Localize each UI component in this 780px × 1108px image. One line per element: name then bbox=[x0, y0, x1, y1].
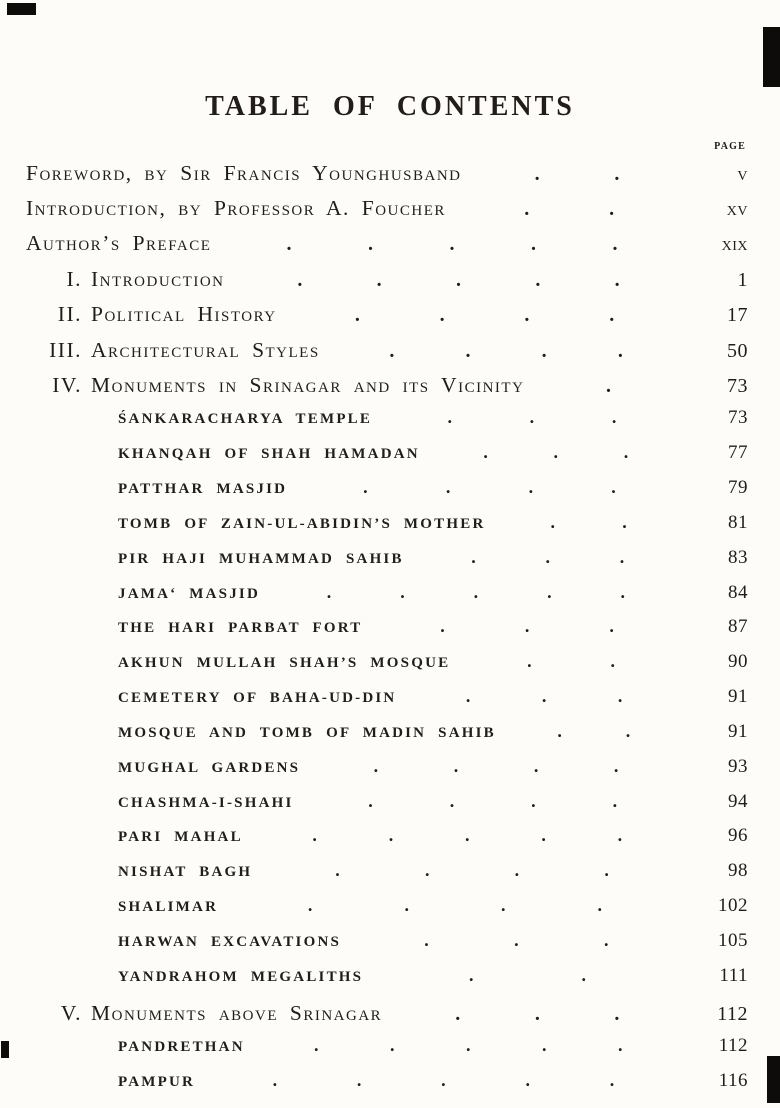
entry-label: PATTHAR MASJID bbox=[118, 481, 288, 498]
page-number: 102 bbox=[718, 895, 748, 917]
page-number: 73 bbox=[728, 407, 748, 429]
toc-row bbox=[26, 266, 748, 292]
toc-row bbox=[26, 512, 748, 534]
leader-dots bbox=[450, 652, 694, 670]
entry-label: Monuments in Srinagar and its Vicinity bbox=[91, 372, 525, 397]
leader-dot: . bbox=[524, 617, 532, 636]
entry-label: SHALIMAR bbox=[118, 899, 219, 916]
leader-dot: . bbox=[530, 234, 538, 255]
leader-dot: . bbox=[553, 443, 561, 462]
page-number: 87 bbox=[728, 616, 748, 638]
toc-row bbox=[26, 477, 748, 499]
leader-dot: . bbox=[473, 582, 481, 601]
leader-dot: . bbox=[400, 582, 407, 601]
toc-row bbox=[26, 895, 748, 917]
page-number: 93 bbox=[728, 755, 748, 777]
toc-row bbox=[26, 547, 748, 569]
leader-dot: . bbox=[514, 930, 521, 949]
leader-dot: . bbox=[619, 547, 627, 566]
entry-label: CEMETERY OF BAHA-UD-DIN bbox=[118, 690, 397, 707]
leader-dot: . bbox=[465, 687, 473, 706]
leader-dot: . bbox=[620, 582, 628, 601]
scan-artifact-bottom-right bbox=[767, 1056, 780, 1103]
leader-dot: . bbox=[612, 791, 620, 810]
leader-dot: . bbox=[453, 756, 461, 775]
entry-label: PARI MAHAL bbox=[118, 829, 243, 846]
scan-artifact-top-right bbox=[763, 27, 780, 87]
leader-dot: . bbox=[424, 930, 431, 949]
chapter-numeral: V. bbox=[60, 1000, 82, 1025]
page-number: xix bbox=[721, 233, 748, 256]
leader-dots bbox=[277, 305, 694, 325]
toc-row bbox=[26, 372, 748, 398]
chapter-numeral: IV. bbox=[52, 372, 82, 397]
entry-label: MOSQUE AND TOMB OF MADIN SAHIB bbox=[118, 724, 496, 741]
leader-dot: . bbox=[535, 269, 542, 290]
page-number: 112 bbox=[717, 1002, 748, 1025]
leader-dot: . bbox=[604, 861, 612, 880]
toc-row bbox=[26, 230, 748, 256]
entry-label: Foreword, by Sir Francis Younghusband bbox=[26, 160, 462, 185]
leader-dots bbox=[496, 722, 694, 740]
chapter-numeral: III. bbox=[49, 337, 82, 362]
leader-dot: . bbox=[471, 547, 478, 566]
leader-dots bbox=[320, 341, 694, 361]
leader-dot: . bbox=[617, 340, 625, 361]
leader-dot: . bbox=[368, 791, 375, 810]
leader-dot: . bbox=[356, 1070, 364, 1089]
leader-dot: . bbox=[524, 305, 531, 326]
leader-dot: . bbox=[388, 826, 396, 845]
entry-label: PAMPUR bbox=[118, 1073, 196, 1090]
toc-row bbox=[26, 825, 748, 847]
toc-row bbox=[26, 195, 748, 221]
leader-dot: . bbox=[373, 756, 381, 775]
toc-row bbox=[26, 301, 748, 327]
toc-row bbox=[26, 756, 748, 778]
page-number: 91 bbox=[728, 686, 748, 708]
leader-dots bbox=[294, 792, 694, 810]
page-number: 105 bbox=[718, 929, 748, 951]
leader-dot: . bbox=[557, 721, 565, 740]
leader-dot: . bbox=[609, 617, 617, 636]
page-number: 77 bbox=[728, 442, 748, 464]
leader-dot: . bbox=[439, 305, 447, 326]
leader-dot: . bbox=[614, 163, 621, 184]
leader-dot: . bbox=[468, 965, 476, 984]
entry-label: TOMB OF ZAIN-UL-ABIDIN’S MOTHER bbox=[118, 515, 486, 532]
leader-dot: . bbox=[465, 340, 472, 361]
page-number: 50 bbox=[727, 339, 748, 362]
leader-dot: . bbox=[604, 930, 611, 949]
leader-dot: . bbox=[376, 269, 384, 290]
toc-row bbox=[26, 930, 748, 952]
leader-dot: . bbox=[531, 791, 538, 810]
entry-label: ŚANKARACHARYA TEMPLE bbox=[118, 411, 373, 428]
scan-artifact-bottom-left bbox=[1, 1041, 9, 1058]
page-number: 112 bbox=[718, 1035, 748, 1057]
page-number: 73 bbox=[727, 374, 748, 397]
leader-dot: . bbox=[581, 965, 589, 984]
leader-dot: . bbox=[404, 896, 412, 915]
leader-dot: . bbox=[272, 1070, 280, 1089]
leader-dot: . bbox=[612, 234, 619, 255]
page-title: TABLE OF CONTENTS bbox=[205, 91, 575, 122]
leader-dots bbox=[195, 1071, 694, 1089]
page-number: 116 bbox=[718, 1069, 748, 1091]
toc-row bbox=[26, 337, 748, 363]
leader-dot: . bbox=[449, 234, 456, 255]
entry-label: HARWAN EXCAVATIONS bbox=[118, 933, 342, 950]
leader-dot: . bbox=[465, 1036, 473, 1055]
leader-dot: . bbox=[465, 826, 472, 845]
entry-label: JAMA‘ MASJID bbox=[118, 585, 260, 602]
entry-label: THE HARI PARBAT FORT bbox=[118, 620, 363, 637]
toc-row bbox=[26, 860, 748, 882]
leader-dot: . bbox=[541, 340, 549, 361]
leader-dot: . bbox=[547, 582, 554, 601]
toc-row bbox=[26, 582, 748, 604]
leader-dot: . bbox=[609, 198, 616, 219]
leader-dots bbox=[485, 513, 694, 531]
page-number: 98 bbox=[728, 860, 748, 882]
leader-dot: . bbox=[609, 1070, 617, 1089]
leader-dots bbox=[420, 443, 694, 461]
leader-dot: . bbox=[483, 443, 491, 462]
toc-row bbox=[26, 160, 748, 186]
leader-dot: . bbox=[390, 1036, 397, 1055]
leader-dot: . bbox=[424, 861, 432, 880]
chapter-numeral: I. bbox=[66, 266, 82, 291]
chapter-numeral: II. bbox=[57, 302, 82, 327]
leader-dots bbox=[372, 408, 694, 426]
leader-dot: . bbox=[354, 305, 362, 326]
leader-dot: . bbox=[609, 305, 616, 326]
entry-label: YANDRAHOM MEGALITHS bbox=[118, 968, 364, 985]
page-number: 96 bbox=[728, 825, 748, 847]
leader-dot: . bbox=[314, 1036, 321, 1055]
leader-dot: . bbox=[622, 512, 629, 531]
page-number: 90 bbox=[728, 651, 748, 673]
page-number: xv bbox=[726, 197, 748, 220]
page-number: 91 bbox=[728, 720, 748, 742]
leader-dot: . bbox=[605, 375, 613, 396]
leader-dots bbox=[404, 548, 694, 566]
leader-dot: . bbox=[307, 896, 315, 915]
leader-dot: . bbox=[611, 478, 618, 497]
leader-dot: . bbox=[534, 163, 542, 184]
leader-dot: . bbox=[534, 1003, 542, 1024]
leader-dot: . bbox=[524, 198, 531, 219]
leader-dot: . bbox=[440, 617, 447, 636]
entry-label: Introduction, by Professor A. Foucher bbox=[26, 195, 446, 220]
entry-label: Political History bbox=[91, 302, 277, 327]
leader-dot: . bbox=[514, 861, 522, 880]
leader-dots bbox=[362, 617, 694, 635]
leader-dot: . bbox=[455, 269, 463, 290]
leader-dot: . bbox=[286, 234, 293, 255]
leader-dot: . bbox=[550, 512, 558, 531]
entry-label: MUGHAL GARDENS bbox=[118, 759, 301, 776]
leader-dot: . bbox=[529, 408, 537, 427]
leader-dot: . bbox=[447, 408, 455, 427]
leader-dot: . bbox=[363, 478, 370, 497]
page-number: 79 bbox=[728, 477, 748, 499]
toc-row bbox=[26, 616, 748, 638]
toc-row bbox=[26, 407, 748, 429]
leader-dot: . bbox=[527, 652, 534, 671]
leader-dot: . bbox=[455, 1003, 462, 1024]
leader-dot: . bbox=[611, 408, 619, 427]
entry-label: Author’s Preface bbox=[26, 231, 212, 256]
toc-row bbox=[26, 1070, 748, 1092]
leader-dots bbox=[300, 757, 694, 775]
leader-dots bbox=[225, 270, 695, 290]
leader-dot: . bbox=[541, 826, 549, 845]
leader-dot: . bbox=[625, 721, 633, 740]
leader-dots bbox=[524, 376, 694, 396]
toc-row bbox=[26, 721, 748, 743]
leader-dot: . bbox=[617, 1036, 625, 1055]
leader-dots bbox=[252, 861, 694, 879]
leader-dot: . bbox=[441, 1070, 448, 1089]
page-number: 17 bbox=[727, 304, 748, 327]
toc-row bbox=[26, 442, 748, 464]
leader-dot: . bbox=[335, 861, 342, 880]
page-number: 81 bbox=[728, 511, 748, 533]
leader-dots bbox=[243, 826, 694, 844]
leader-dots bbox=[260, 583, 694, 601]
leader-dots bbox=[341, 931, 694, 949]
entry-label: Introduction bbox=[91, 266, 225, 291]
page-number: 1 bbox=[737, 268, 748, 291]
toc-row bbox=[26, 965, 748, 987]
toc-row bbox=[26, 686, 748, 708]
leader-dot: . bbox=[297, 269, 304, 290]
entry-label: KHANQAH OF SHAH HAMADAN bbox=[118, 446, 420, 463]
leader-dot: . bbox=[528, 478, 536, 497]
entry-label: AKHUN MULLAH SHAH’S MOSQUE bbox=[118, 655, 451, 672]
leader-dots bbox=[211, 234, 694, 254]
leader-dot: . bbox=[367, 234, 375, 255]
leader-dot: . bbox=[312, 826, 320, 845]
scan-artifact-top-left bbox=[7, 3, 36, 15]
page-number: 94 bbox=[728, 790, 748, 812]
toc-row bbox=[26, 791, 748, 813]
entry-label: CHASHMA-I-SHAHI bbox=[118, 794, 294, 811]
leader-dot: . bbox=[533, 756, 541, 775]
toc-list bbox=[0, 124, 780, 1092]
entry-label: NISHAT BAGH bbox=[118, 864, 253, 881]
leader-dot: . bbox=[389, 340, 396, 361]
entry-label: Monuments above Srinagar bbox=[91, 1000, 383, 1025]
entry-label: PANDRETHAN bbox=[118, 1039, 245, 1056]
entry-label: PIR HAJI MUHAMMAD SAHIB bbox=[118, 550, 404, 567]
page-number: 83 bbox=[728, 546, 748, 568]
leader-dot: . bbox=[445, 478, 453, 497]
leader-dot: . bbox=[326, 582, 334, 601]
leader-dots bbox=[446, 199, 694, 219]
page-number: 84 bbox=[728, 581, 748, 603]
leader-dots bbox=[363, 966, 694, 984]
leader-dot: . bbox=[541, 687, 549, 706]
leader-dot: . bbox=[525, 1070, 533, 1089]
leader-dots bbox=[462, 164, 695, 184]
toc-row bbox=[26, 651, 748, 673]
leader-dot: . bbox=[610, 652, 618, 671]
leader-dots bbox=[218, 896, 694, 914]
leader-dot: . bbox=[597, 896, 605, 915]
toc-row bbox=[26, 1000, 748, 1026]
leader-dot: . bbox=[449, 791, 457, 810]
toc-row bbox=[26, 1035, 748, 1057]
leader-dots bbox=[396, 687, 694, 705]
leader-dot: . bbox=[623, 443, 631, 462]
page-number: v bbox=[737, 162, 748, 185]
leader-dots bbox=[382, 1004, 694, 1024]
leader-dots bbox=[287, 478, 694, 496]
leader-dot: . bbox=[614, 1003, 621, 1024]
page-number: 111 bbox=[719, 964, 748, 986]
leader-dot: . bbox=[614, 269, 622, 290]
leader-dot: . bbox=[545, 547, 553, 566]
leader-dots bbox=[245, 1036, 694, 1054]
leader-dot: . bbox=[500, 896, 508, 915]
page-column-label: PAGE bbox=[714, 141, 746, 152]
leader-dot: . bbox=[613, 756, 621, 775]
leader-dot: . bbox=[541, 1036, 549, 1055]
leader-dot: . bbox=[617, 826, 625, 845]
entry-label: Architectural Styles bbox=[91, 337, 320, 362]
leader-dot: . bbox=[617, 687, 625, 706]
